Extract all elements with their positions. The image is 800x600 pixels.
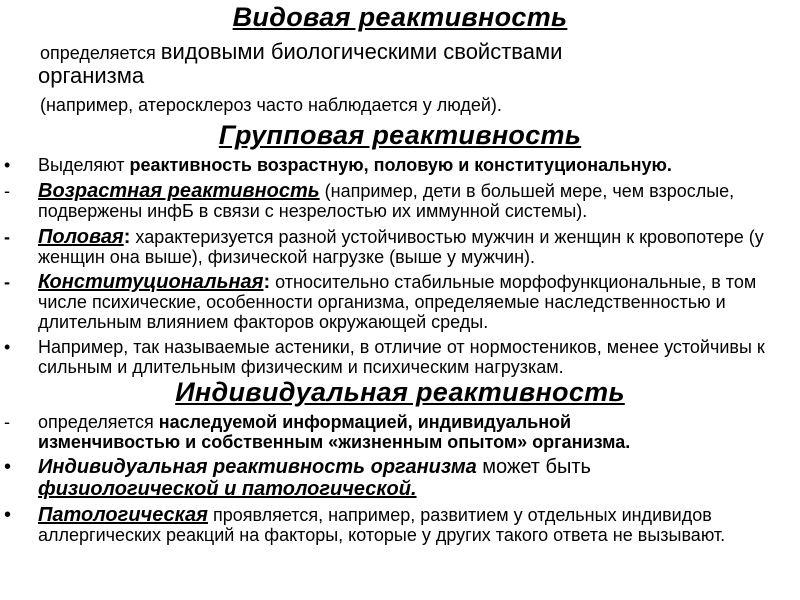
dash-marker: - bbox=[4, 227, 10, 247]
dash-marker: - bbox=[4, 272, 10, 292]
constitutional-reactivity-colon: : bbox=[263, 271, 271, 293]
group-types-pre: Выделяют bbox=[38, 155, 130, 175]
individual-organism-item bbox=[38, 456, 700, 500]
species-definition-pre: определяется bbox=[40, 43, 161, 63]
constitutional-reactivity-text: относительно стабильные морфофункциональные, в том числе психические, особенности организма, определяемые наследственностью и длительным влиянием факторов окружающей среды. bbox=[38, 272, 757, 332]
sex-reactivity-text: характеризуется разной устойчивостью мужчин и женщин к кровопотере (у женщин она выше), физической нагрузке (выше у мужчин). bbox=[38, 227, 764, 267]
age-reactivity-item bbox=[38, 181, 790, 221]
constitutional-reactivity-item bbox=[38, 272, 790, 332]
heading-species-reactivity: Видовая реактивность bbox=[232, 2, 568, 32]
individual-definition-item bbox=[38, 412, 650, 452]
individual-definition-pre: определяется bbox=[38, 412, 159, 432]
sex-reactivity-colon: : bbox=[123, 226, 131, 248]
age-reactivity-text: (например, дети в большей мере, чем взрослые, подвержены инфБ в связи с незрелостью их иммунной системы). bbox=[38, 181, 735, 221]
age-reactivity-term: Возрастная реактивность bbox=[38, 180, 320, 202]
heading-group-reactivity: Групповая реактивность bbox=[218, 120, 582, 150]
species-definition-emphasis: видовыми биологическими свойствами bbox=[160, 39, 563, 64]
individual-organism-term: Индивидуальная реактивность организма bbox=[38, 456, 477, 478]
species-example: (например, атеросклероз часто наблюдается у людей). bbox=[40, 95, 502, 115]
pathological-text: проявляется, например, развитием у отдельных индивидов аллергических реакций на факторы, которые у других такого ответа не вызывают. bbox=[38, 505, 726, 545]
individual-organism-mid: может быть bbox=[476, 456, 591, 478]
dash-marker: - bbox=[4, 181, 10, 201]
individual-definition-bold: наследуемой информацией, индивидуальной изменчивостью и собственным «жизненным опытом» организма. bbox=[38, 412, 631, 452]
bullet-marker: • bbox=[4, 155, 11, 175]
physiological-pathological-term: физиологической и патологической. bbox=[38, 478, 417, 500]
constitutional-reactivity-term: Конституциональная bbox=[38, 271, 264, 293]
pathological-term: Патологическая bbox=[38, 504, 208, 526]
bullet-marker: • bbox=[4, 337, 11, 357]
bullet-marker: • bbox=[4, 456, 12, 478]
asthenics-example-item: Например, так называемые астеники, в отличие от нормостеников, менее устойчивы к сильным и длительным физическим и психическим нагрузкам. bbox=[38, 337, 765, 377]
heading-individual-reactivity: Индивидуальная реактивность bbox=[175, 377, 625, 407]
bullet-marker: • bbox=[4, 504, 12, 526]
sex-reactivity-term: Половая bbox=[38, 226, 124, 248]
species-definition-line1 bbox=[40, 39, 563, 64]
pathological-item bbox=[38, 505, 790, 545]
dash-marker: - bbox=[4, 412, 10, 432]
sex-reactivity-item bbox=[38, 227, 790, 267]
group-types-bold: реактивность возрастную, половую и конституциональную. bbox=[129, 155, 672, 175]
species-definition-line2: организма bbox=[38, 63, 145, 88]
group-types-item bbox=[38, 155, 790, 175]
